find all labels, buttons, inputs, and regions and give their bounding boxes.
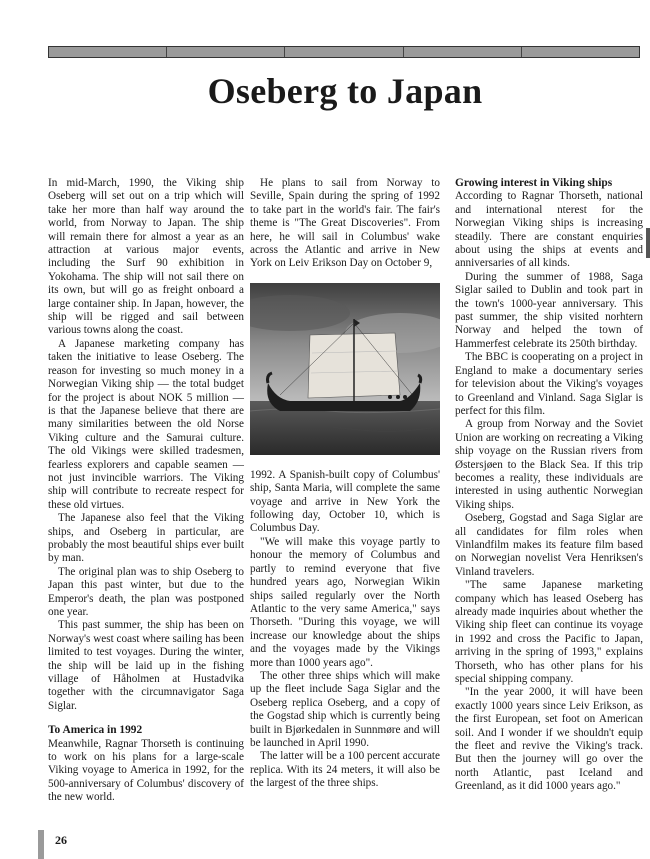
viking-ship-photo (250, 283, 440, 455)
page-number: 26 (55, 833, 67, 847)
paragraph: "We will make this voyage partly to honour the memory of Columbus and partly to remind everyone that five hundred years ago, Norwegian Wikin ships sailed regularly over the North Atlantic to the very same America," says Thorseth. "During this voyage, we will increase our knowledge about the ships and the voyages made by the Vikings more than 1000 years ago". (250, 535, 440, 669)
column-1 (48, 177, 244, 805)
edge-mark (646, 228, 650, 258)
paragraph: During the summer of 1988, Saga Siglar sailed to Dublin and took part in the town's 1000-year anniversary. This past summer, the ship visited norhtern Norway and helped the town of Hammerfest celebrate its 250th birthday. (455, 270, 643, 350)
paragraph: A Japanese marketing company has taken the initiative to lease Oseberg. The reason for investing so much money in a Norwegian Viking ship — the total budget for the project is about NOK 5 million — is that the Japanese believe that there are many similarities between the old Norse Viking culture and the Samurai culture. The old Vikings were skilled tradesmen, fearless explorers and capable seamen — not just invincible warriors. The Viking ship will contribute to recreate respect for these old virtues. (48, 337, 244, 511)
paragraph: Meanwhile, Ragnar Thorseth is continuing to work on his plans for a large-scale Viking voyage to America in 1992, for the 500-anniversary of Columbus' discovery of the new world. (48, 737, 244, 804)
article-title: Oseberg to Japan (207, 71, 483, 111)
page-number-bar (38, 830, 44, 859)
section-heading: Growing interest in Viking ships (455, 177, 613, 189)
paragraph: 1992. A Spanish-built copy of Columbus' ship, Santa Maria, will complete the same voyage and arrive in New York the following day, October 10, which is Columbus Day. (250, 468, 440, 535)
paragraph: The other three ships which will make up the fleet include Saga Siglar and the Oseberg replica Oseberg, and a copy of the Gogstad ship which is currently being built in Bjørkedalen in Sunnmøre and will be launched in April 1990. (250, 669, 440, 749)
header-rule-bar (48, 46, 640, 58)
section-heading: To America in 1992 (48, 724, 143, 737)
paragraph: "In the year 2000, it will have been exactly 1000 years since Leiv Erikson, as the first European, set foot on American soil. And I wonder if we shouldn't equip the fleet and revive the Viking's track. But then the journey will go over the north Atlantic, past Iceland and Greenland, as it did 1000 years ago." (455, 686, 643, 793)
paragraph: The latter will be a 100 percent accurate replica. With its 24 meters, it will also be the largest of the three ships. (250, 750, 440, 790)
paragraph: The Japanese also feel that the Viking ships, and Oseberg in particular, are probably the most beautiful ships ever built by man. (48, 512, 244, 565)
column-2 (250, 177, 440, 791)
paragraph: Oseberg, Gogstad and Saga Siglar are all candidates for film roles when Vinlandfilm makes its feature film based on Norwegian novelist Vera Henriksen's Vinland travelers. (455, 512, 643, 578)
paragraph: According to Ragnar Thorseth, national and international nterest for the Norwegian Viking ships is increasing steadily. There are constant enquiries about using the ships at events and anniversaries of all kinds. (455, 190, 643, 270)
paragraph: The BBC is cooperating on a project in England to make a documentary series for television about the Viking's voyages to Greenland and Vinland. Saga Siglar is perfect for this film. (455, 351, 643, 417)
paragraph: The original plan was to ship Oseberg to Japan this past winter, but due to the Emperor's death, the plan was postponed one year. (48, 565, 244, 618)
paragraph: "The same Japanese marketing company which has leased Oseberg has already made inquiries about whether the Viking ship fleet can continue its voyage in 1992 and cross the Pacific to Japan, arriving in the spring of 1993," explains Thorseth, who has other plans for his special shipping company. (455, 579, 643, 686)
paragraph: He plans to sail from Norway to Seville, Spain during the spring of 1992 to take part in the world's fair. The fair's theme is "The Great Discoveries". From here, he will sail in Columbus' wake across the Atlantic and arrive in New York on Leiv Erikson Day on October 9, (250, 177, 440, 270)
paragraph: In mid-March, 1990, the Viking ship Oseberg will set out on a trip which will take her more than half way around the world, from Norway to Japan. The ship will remain there for almost a year as an attraction at various major events, including the Surf 90 exhibition in Yokohama. The ship will not sail there on its own, but will go as freight onboard a large container ship. In Japan, however, the ship will be rigged and sail between various towns along the coast. (48, 177, 244, 337)
paragraph: This past summer, the ship has been on Norway's west coast where sailing has been limited to test voyages. During the winter, the ship will be laid up in the fishing village of Håholmen at Hustadvika together with the circumnavigator Saga Siglar. (48, 619, 244, 712)
paragraph: A group from Norway and the Soviet Union are working on recreating a Viking ship voyage on the Russian rivers from Østersjøen to the Black Sea. If this trip becomes a reality, these individuals are interested in using authentic Norwegian Viking ships. (455, 418, 643, 511)
column-3 (455, 177, 643, 794)
viking-ship-image (250, 283, 440, 455)
